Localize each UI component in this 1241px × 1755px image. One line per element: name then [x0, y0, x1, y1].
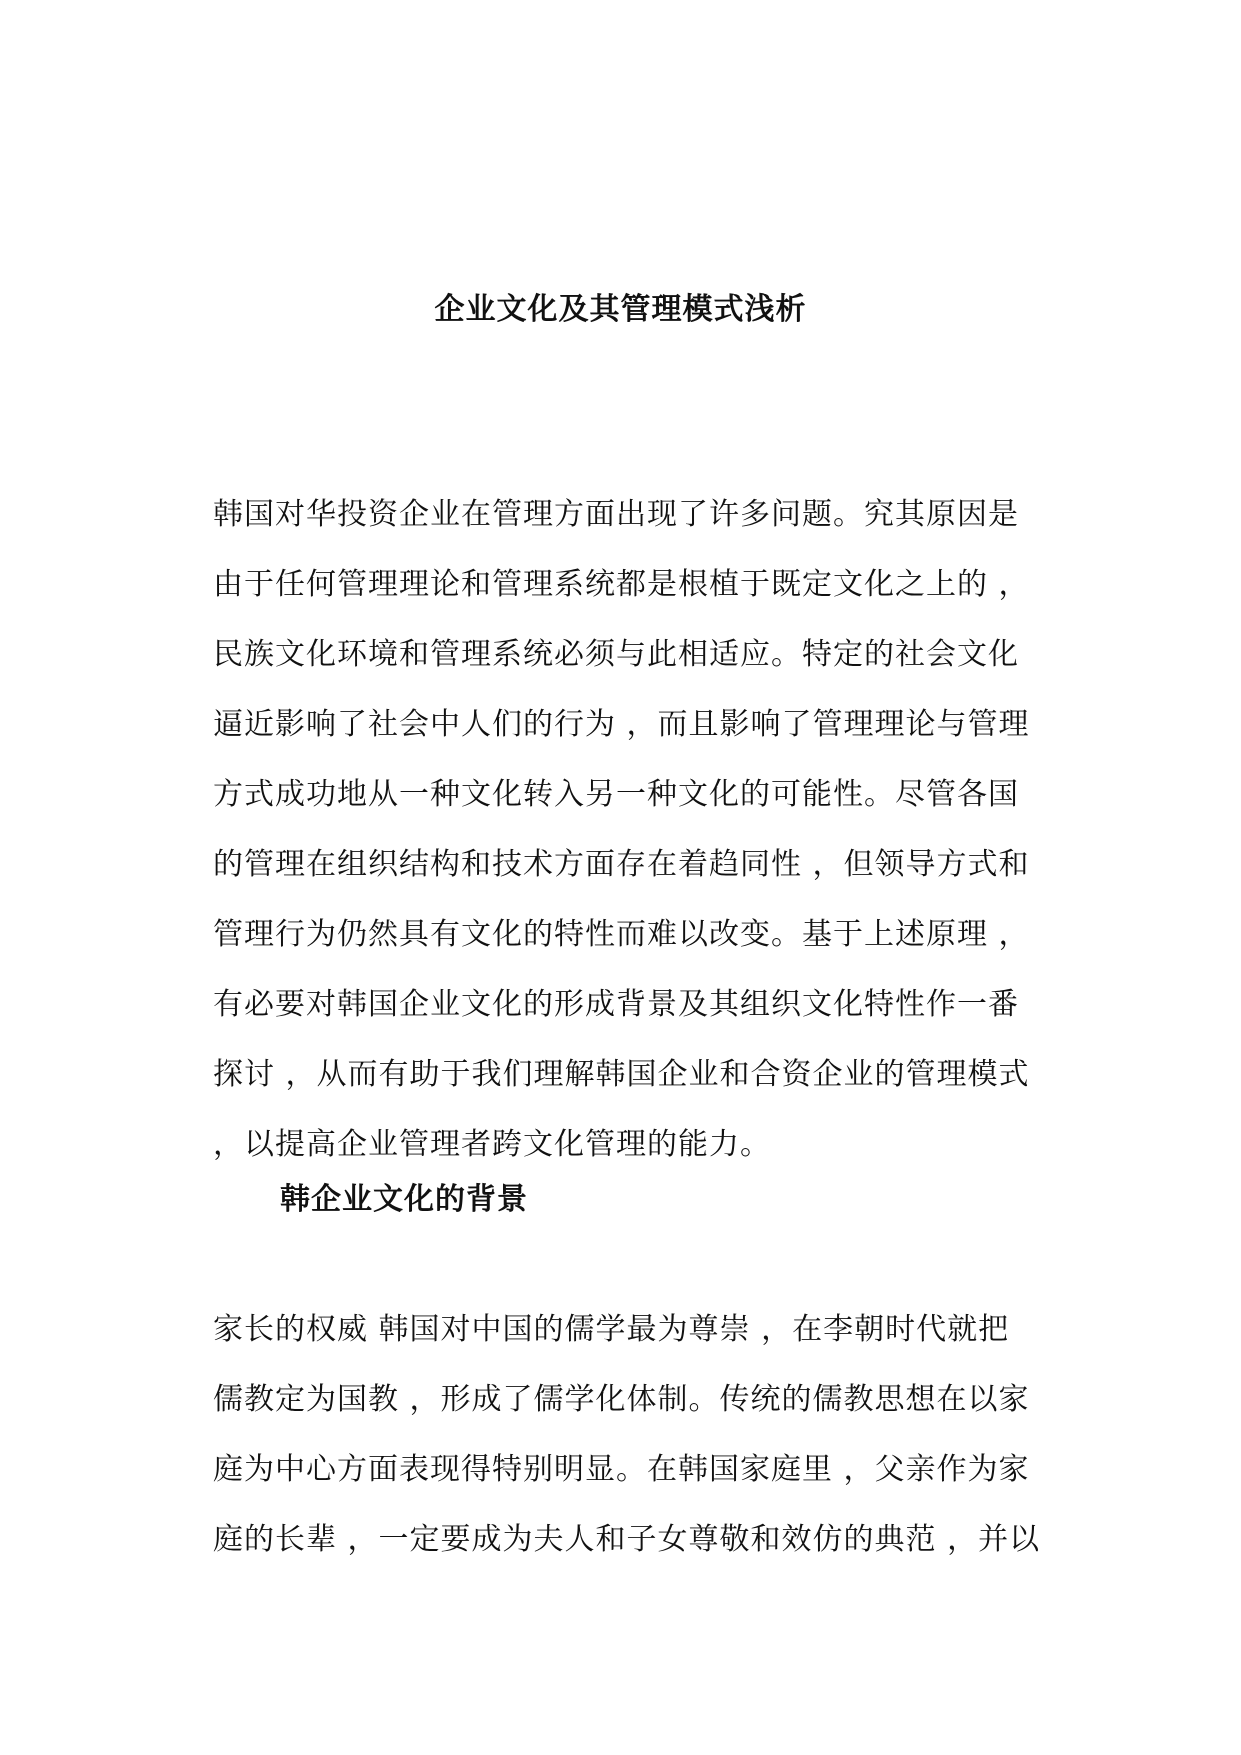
paragraph-line: 儒教定为国教 ，形成了儒学化体制。传统的儒教思想在以家 [213, 1382, 1030, 1417]
paragraph-line: 韩国对华投资企业在管理方面出现了许多问题。究其原因是 [213, 497, 1019, 532]
section-heading: 韩企业文化的背景 [280, 1182, 528, 1217]
paragraph-line: 民族文化环境和管理系统必须与此相适应。特定的社会文化 [213, 637, 1019, 672]
paragraph-line: 探讨 ，从而有助于我们理解韩国企业和合资企业的管理模式 [213, 1057, 1030, 1092]
paragraph-line: 逼近影响了社会中人们的行为 ，而且影响了管理理论与管理 [213, 707, 1030, 742]
document-title: 企业文化及其管理模式浅析 [434, 292, 807, 327]
paragraph-line: 家长的权威 韩国对中国的儒学最为尊崇 ，在李朝时代就把 [213, 1312, 1010, 1347]
paragraph-line: ，以提高企业管理者跨文化管理的能力。 [213, 1127, 771, 1162]
paragraph-line: 的管理在组织结构和技术方面存在着趋同性 ，但领导方式和 [213, 847, 1030, 882]
paragraph-line: 庭为中心方面表现得特别明显。在韩国家庭里 ，父亲作为家 [213, 1452, 1030, 1487]
paragraph-line: 方式成功地从一种文化转入另一种文化的可能性。尽管各国 [213, 777, 1019, 812]
paragraph-line: 由于任何管理理论和管理系统都是根植于既定文化之上的 ， [213, 567, 1030, 602]
paragraph-line: 管理行为仍然具有文化的特性而难以改变。基于上述原理 ， [213, 917, 1030, 952]
paragraph-line: 庭的长辈 ，一定要成为夫人和子女尊敬和效仿的典范 ，并以 [213, 1522, 1041, 1557]
paragraph-line: 有必要对韩国企业文化的形成背景及其组织文化特性作一番 [213, 987, 1019, 1022]
